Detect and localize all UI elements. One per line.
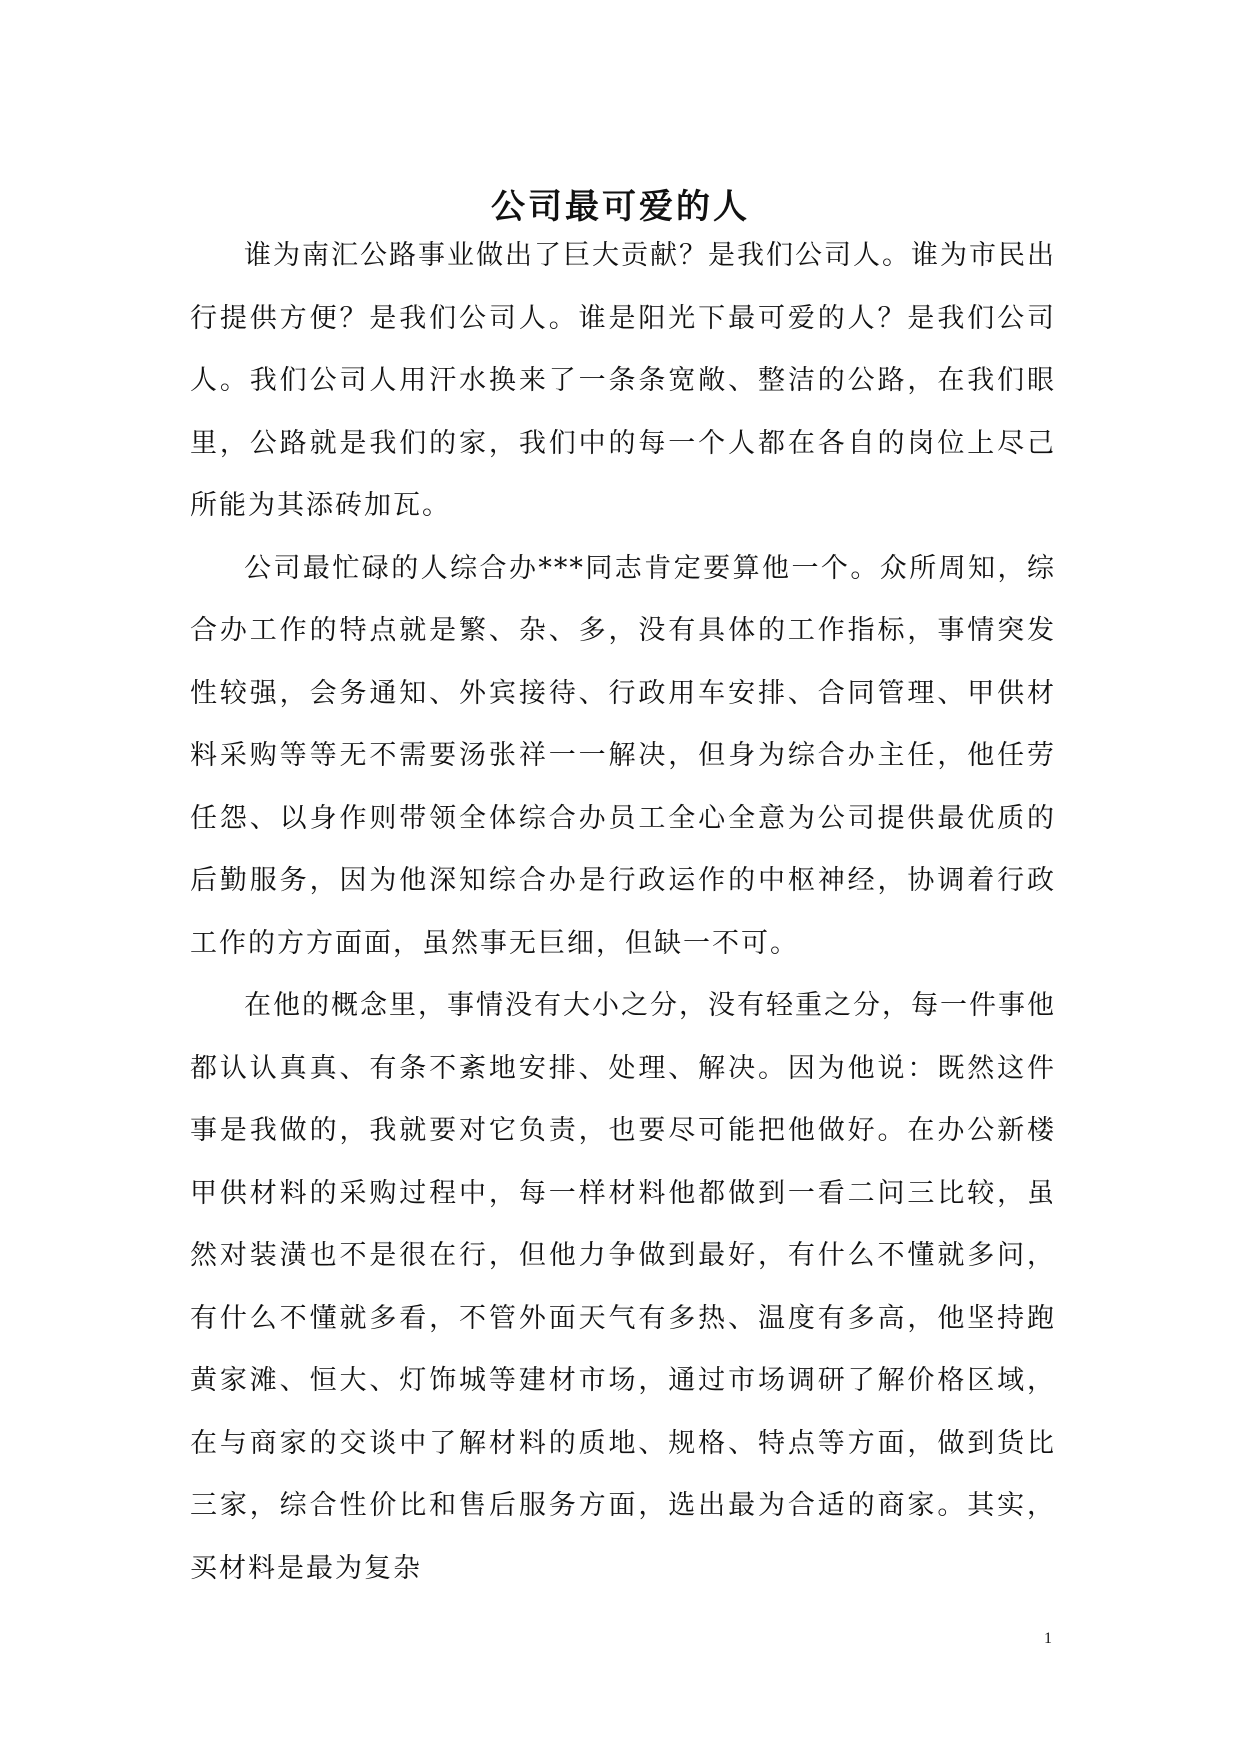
paragraph-2: 公司最忙碌的人综合办***同志肯定要算他一个。众所周知，综合办工作的特点就是繁、杂、多，没有具体的工作指标，事情突发性较强，会务通知、外宾接待、行政用车安排、合同管理、甲供材料采购等等无不需要汤张祥一一解决，但身为综合办主任，他任劳任怨、以身作则带领全体综合办员工全心全意为公司提供最优质的后勤服务，因为他深知综合办是行政运作的中枢神经，协调着行政工作的方方面面，虽然事无巨细，但缺一不可。 (190, 552, 1056, 959)
paragraph-3: 在他的概念里，事情没有大小之分，没有轻重之分，每一件事他都认认真真、有条不紊地安排、处理、解决。因为他说：既然这件事是我做的，我就要对它负责，也要尽可能把他做好。在办公新楼甲供材料的采购过程中，每一样材料他都做到一看二问三比较，虽然对装潢也不是很在行，但他力争做到最好，有什么不懂就多问，有什么不懂就多看，不管外面天气有多热、温度有多高，他坚持跑黄家滩、恒大、灯饰城等建材市场，通过市场调研了解价格区域，在与商家的交谈中了解材料的质地、规格、特点等方面，做到货比三家，综合性价比和售后服务方面，选出最为合适的商家。其实，买材料是最为复杂 (190, 990, 1056, 1584)
document-body (190, 225, 1056, 1600)
paragraph-1: 谁为南汇公路事业做出了巨大贡献？是我们公司人。谁为市民出行提供方便？是我们公司人。谁是阳光下最可爱的人？是我们公司人。我们公司人用汗水换来了一条条宽敞、整洁的公路，在我们眼里，公路就是我们的家，我们中的每一个人都在各自的岗位上尽己所能为其添砖加瓦。 (190, 240, 1056, 521)
page-title: 公司最可爱的人 (491, 186, 750, 227)
page-number: 1 (1044, 1630, 1052, 1647)
